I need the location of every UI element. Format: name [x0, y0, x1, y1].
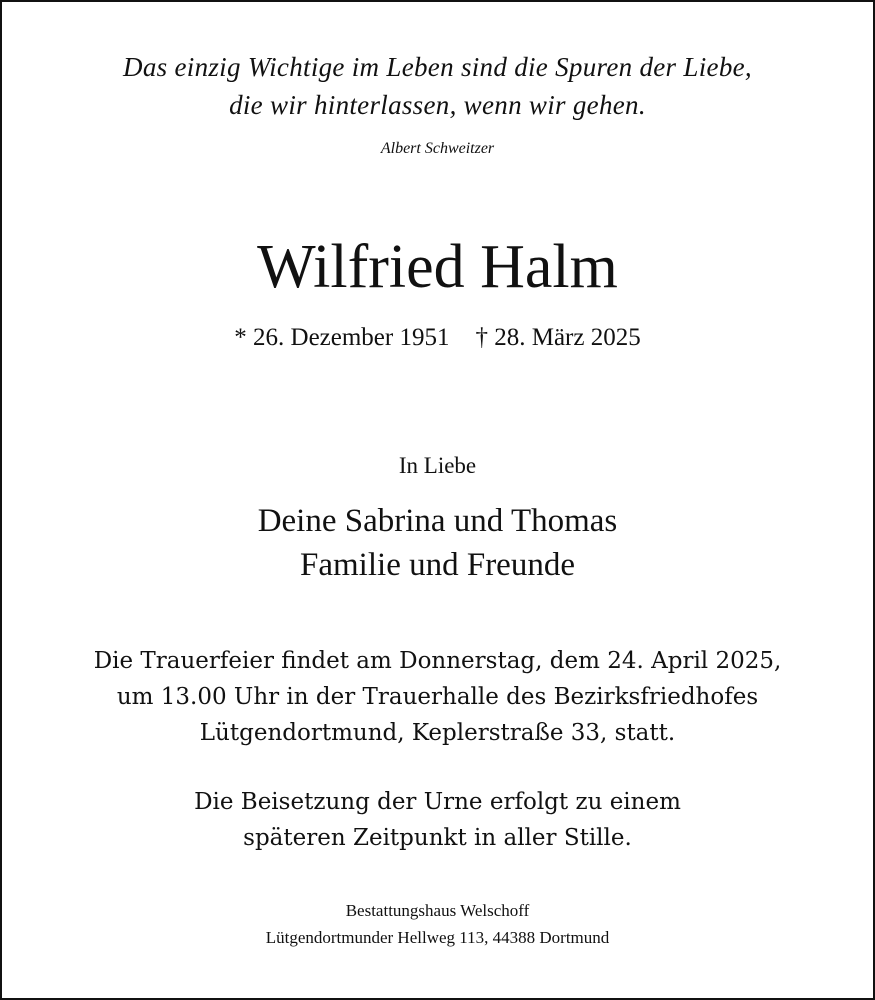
quote-author: Albert Schweitzer: [380, 140, 495, 157]
funeral-home-address: Lütgendortmunder Hellweg 113, 44388 Dortmund: [265, 928, 610, 947]
deceased-name: Wilfried Halm: [257, 233, 618, 301]
quote-line-1: Das einzig Wichtige im Leben sind die Spuren der Liebe,: [123, 52, 752, 82]
funeral-home-name: Bestattungshaus Welschoff: [345, 901, 530, 920]
mourners-line-1: Deine Sabrina und Thomas: [257, 503, 618, 539]
service-line-2: um 13.00 Uhr in der Trauerhalle des Bezirksfriedhofes: [116, 684, 759, 710]
quote-line-2: die wir hinterlassen, wenn wir gehen.: [229, 90, 646, 120]
life-dates: [0, 324, 875, 352]
burial-line-1: Die Beisetzung der Urne erfolgt zu einem: [194, 789, 681, 815]
service-line-3: Lütgendortmund, Keplerstraße 33, statt.: [199, 720, 676, 746]
mourners-intro: In Liebe: [398, 453, 477, 478]
birth-date: * 26. Dezember 1951: [234, 324, 450, 351]
death-date: † 28. März 2025: [475, 324, 641, 351]
burial-line-2: späteren Zeitpunkt in aller Stille.: [243, 825, 632, 851]
service-line-1: Die Trauerfeier findet am Donnerstag, dem 24. April 2025,: [93, 648, 782, 674]
mourners-line-2: Familie und Freunde: [300, 547, 575, 583]
